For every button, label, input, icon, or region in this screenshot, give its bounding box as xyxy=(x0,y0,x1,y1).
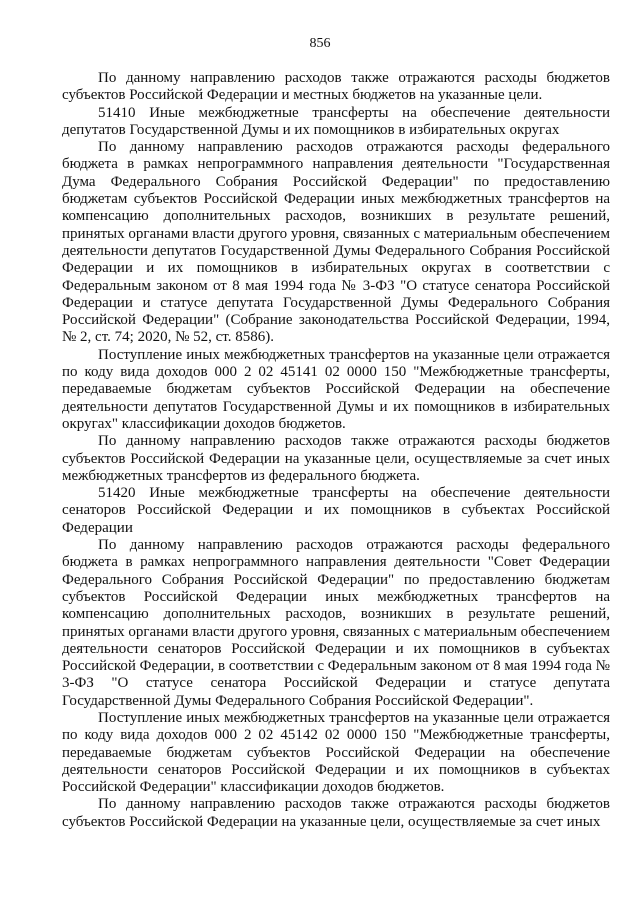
paragraph: По данному направлению расходов также отражаются расходы бюджетов субъектов Российской Федерации и местных бюджетов на указанные цели. xyxy=(62,70,610,104)
paragraph: По данному направлению расходов также отражаются расходы бюджетов субъектов Российской Федерации на указанные цели, осуществляемые за счет иных xyxy=(62,796,610,830)
page-number: 856 xyxy=(309,36,331,51)
document-body xyxy=(62,70,610,831)
paragraph: По данному направлению расходов отражаются расходы федерального бюджета в рамках непрограммного направления деятельности "Государственная Дума Федерального Собрания Российской Федерации" по предоставлению бюджетам субъектов Российской Федерации иных межбюджетных трансфертов на компенсацию дополнительных расходов, возникших в результате решений, принятых органами власти другого уровня, связанных с материальным обеспечением деятельности депутатов Государственной Думы Федерального Собрания Российской Федерации и их помощников в избирательных округах в соответствии с Федеральным законом от 8 мая 1994 года № 3-ФЗ "О статусе сенатора Российской Федерации и статусе депутата Государственной Думы Федерального Собрания Российской Федерации" (Собрание законодательства Российской Федерации, 1994, № 2, ст. 74; 2020, № 52, ст. 8586). xyxy=(62,139,610,346)
paragraph: Поступление иных межбюджетных трансфертов на указанные цели отражается по коду вида доходов 000 2 02 45142 02 0000 150 "Межбюджетные трансферты, передаваемые бюджетам субъектов Российской Федерации на обеспечение деятельности сенаторов Российской Федерации и их помощников в субъектах Российской Федерации" классификации доходов бюджетов. xyxy=(62,709,610,796)
paragraph: По данному направлению расходов также отражаются расходы бюджетов субъектов Российской Федерации на указанные цели, осуществляемые за счет иных межбюджетных трансфертов из федерального бюджета. xyxy=(62,433,610,484)
section-heading: 51420 Иные межбюджетные трансферты на обеспечение деятельности сенаторов Российской Федерации и их помощников в субъектах Российской Федерации xyxy=(62,485,610,536)
paragraph: По данному направлению расходов отражаются расходы федерального бюджета в рамках непрограммного направления деятельности "Совет Федерации Федерального Собрания Российской Федерации" по предоставлению бюджетам субъектов Российской Федерации иных межбюджетных трансфертов на компенсацию дополнительных расходов, возникших в результате решений, принятых органами власти другого уровня, связанных с материальным обеспечением деятельности сенаторов Российской Федерации и их помощников в субъектах Российской Федерации, в соответствии с Федеральным законом от 8 мая 1994 года № 3-ФЗ "О статусе сенатора Российской Федерации и статусе депутата Государственной Думы Федерального Собрания Российской Федерации". xyxy=(62,537,610,709)
section-heading: 51410 Иные межбюджетные трансферты на обеспечение деятельности депутатов Государственной Думы и их помощников в избирательных округах xyxy=(62,104,610,138)
paragraph: Поступление иных межбюджетных трансфертов на указанные цели отражается по коду вида доходов 000 2 02 45141 02 0000 150 "Межбюджетные трансферты, передаваемые бюджетам субъектов Российской Федерации на обеспечение деятельности депутатов Государственной Думы и их помощников в избирательных округах" классификации доходов бюджетов. xyxy=(62,346,610,432)
